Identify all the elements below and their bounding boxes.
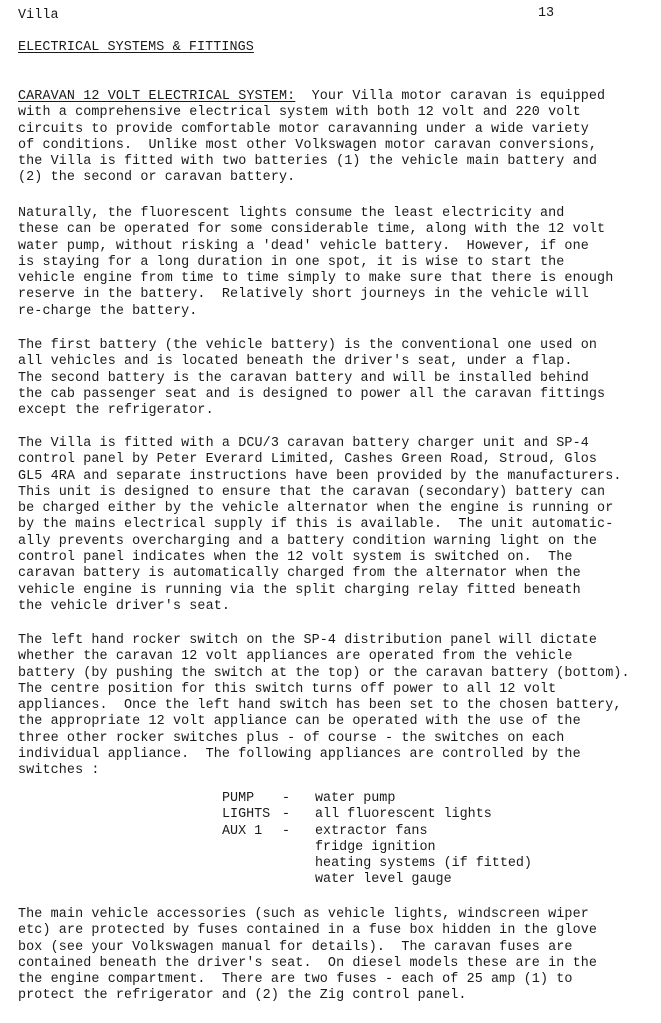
paragraph-charger-unit: The Villa is fitted with a DCU/3 caravan battery charger unit and SP-4 control panel by Peter Everard Limited, Cashes Green Road, Stroud, Glos GL5 4RA and separate instructions have been provided by the manufacturers. This unit is designed to ensure that the caravan (secondary) battery can be charged either by the vehicle alternator when the engine is running or by the mains electrical supply if this is available. The unit automatic- ally prevents overcharging and a battery condition warning light on the control panel indicates when the 12 volt system is switched on. The caravan battery is automatically charged from the alternator when the vehicle engine is running via the split charging relay fitted beneath the vehicle driver's seat. [18,436,622,614]
switch-appliance: heating systems (if fitted) [315,856,532,872]
switch-row [222,824,575,840]
page-number: 13 [538,6,555,21]
switch-name [222,856,282,872]
paragraph-body: with a comprehensive electrical system with both 12 volt and 220 volt circuits to provide comfortable motor caravanning under a wide variety of conditions. Unlike most other Volkswagen motor caravan conversions, the Villa is fitted with two batteries (1) the vehicle main battery and (2) the second or caravan battery. [18,105,598,186]
paragraph-fluorescent-lights: Naturally, the fluorescent lights consume the least electricity and these can be operated for some considerable time, along with the 12 volt water pump, without risking a 'dead' vehicle battery. However, if one is staying for a long duration in one spot, it is wise to start the vehicle engine from time to time simply to make sure that there is enough reserve in the battery. Relatively short journeys in the vehicle will re-charge the battery. [18,206,614,319]
switch-name: AUX 1 [222,823,263,839]
paragraph-first-battery: The first battery (the vehicle battery) is the conventional one used on all vehicles and is located beneath the driver's seat, under a flap. The second battery is the caravan battery and will be installed behind the cab passenger seat and is designed to power all the caravan fittings except the refrigerator. [18,338,606,419]
switch-dash: - [282,791,291,806]
switch-dash [282,840,315,856]
switch-appliance: extractor fans [315,823,428,839]
switch-dash [282,872,315,888]
switch-dash [282,856,315,872]
paragraph-first-line: Your Villa motor caravan is equipped [295,89,606,104]
switch-name: LIGHTS [222,807,271,823]
switch-appliance: all fluorescent lights [315,807,492,823]
switch-appliance: water pump [315,791,396,806]
switch-appliance: fridge ignition [315,839,436,855]
paragraph-lead-heading: CARAVAN 12 VOLT ELECTRICAL SYSTEM: [18,89,296,104]
switch-row [222,791,575,807]
switch-name [222,840,282,856]
switch-appliance: water level gauge [315,872,452,888]
paragraph-fuses: The main vehicle accessories (such as vehicle lights, windscreen wiper etc) are protected by fuses contained in a fuse box hidden in the glove box (see your Volkswagen manual for details). The caravan fuses are contained beneath the driver's seat. On diesel models these are in the the engine compartment. There are two fuses - each of 25 amp (1) to protect the refrigerator and (2) the Zig control panel. [18,907,598,1004]
running-header-title: Villa [18,8,59,23]
switch-name: PUMP [222,791,255,806]
paragraph-rocker-switch: The left hand rocker switch on the SP-4 distribution panel will dictate whether the caravan 12 volt appliances are operated from the vehicle battery (by pushing the switch at the top) or the caravan battery (bottom). The centre position for this switch turns off power to all 12 volt appliances. Once the left hand switch has been set to the chosen battery, the appropriate 12 volt appliance can be operated with the use of the three other rocker switches plus - of course - the switches on each individual appliance. The following appliances are controlled by the switches : [18,633,630,779]
switch-row [222,840,575,856]
section-title: ELECTRICAL SYSTEMS & FITTINGS [18,40,254,55]
switch-dash: - [282,807,291,823]
switch-dash: - [282,823,291,839]
switch-row [222,807,575,823]
paragraph-caravan-electrical-system [18,89,648,187]
switch-appliance-table [222,791,575,889]
switch-name [222,872,282,888]
switch-row [222,872,575,888]
switch-row [222,856,575,872]
